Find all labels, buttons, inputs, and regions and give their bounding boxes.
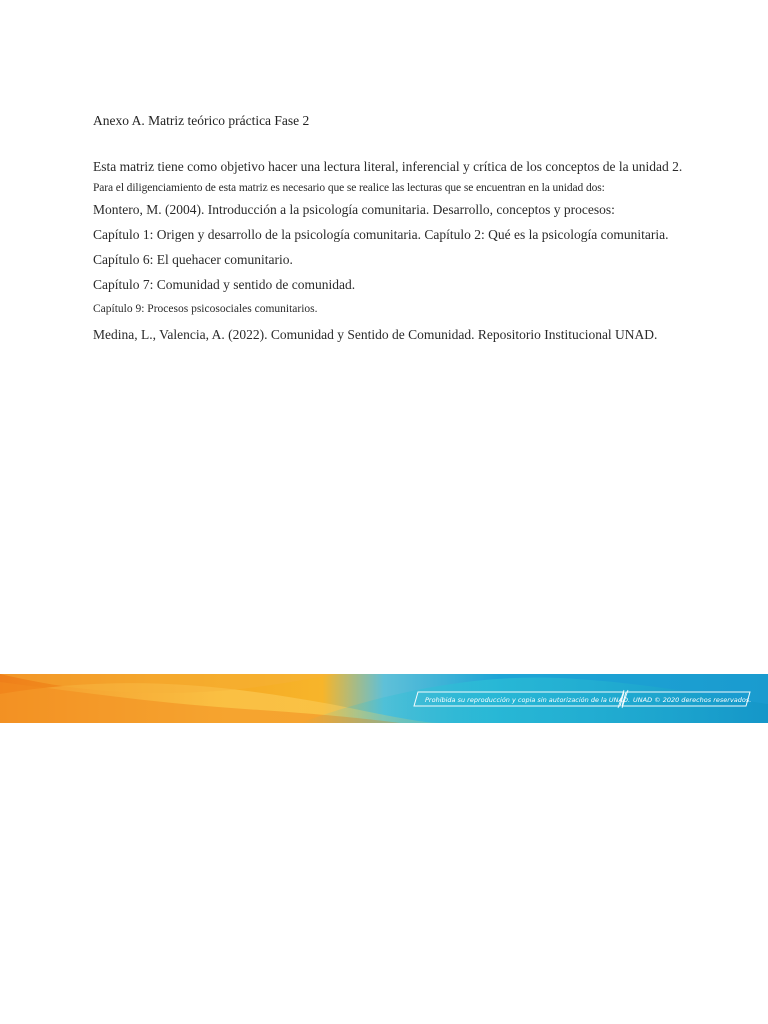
chapter-6: Capítulo 6: El quehacer comunitario. xyxy=(93,252,293,267)
footer-notice: Prohibida su reproducción y copia sin autorización de la UNAD. xyxy=(425,696,631,704)
intro-paragraph: Esta matriz tiene como objetivo hacer una lectura literal, inferencial y crítica de los conceptos de la unidad 2. xyxy=(93,159,683,174)
reference-medina: Medina, L., Valencia, A. (2022). Comunidad y Sentido de Comunidad. Repositorio Institucional UNAD. xyxy=(93,327,658,342)
footer-banner xyxy=(0,674,768,723)
instructions-text: Para el diligenciamiento de esta matriz es necesario que se realice las lecturas que se encuentran en la unidad dos: xyxy=(93,182,605,194)
chapter-7: Capítulo 7: Comunidad y sentido de comunidad. xyxy=(93,277,356,292)
footer-banner-graphic xyxy=(0,674,768,723)
chapter-1-2: Capítulo 1: Origen y desarrollo de la psicología comunitaria. Capítulo 2: Qué es la psicología comunitaria. xyxy=(93,227,669,242)
document-body xyxy=(93,112,683,347)
reference-montero: Montero, M. (2004). Introducción a la psicología comunitaria. Desarrollo, conceptos y procesos: xyxy=(93,202,615,217)
chapter-9: Capítulo 9: Procesos psicosociales comunitarios. xyxy=(93,303,318,315)
document-title: Anexo A. Matriz teórico práctica Fase 2 xyxy=(93,113,310,128)
footer-copyright: UNAD © 2020 derechos reservados. xyxy=(633,696,752,704)
